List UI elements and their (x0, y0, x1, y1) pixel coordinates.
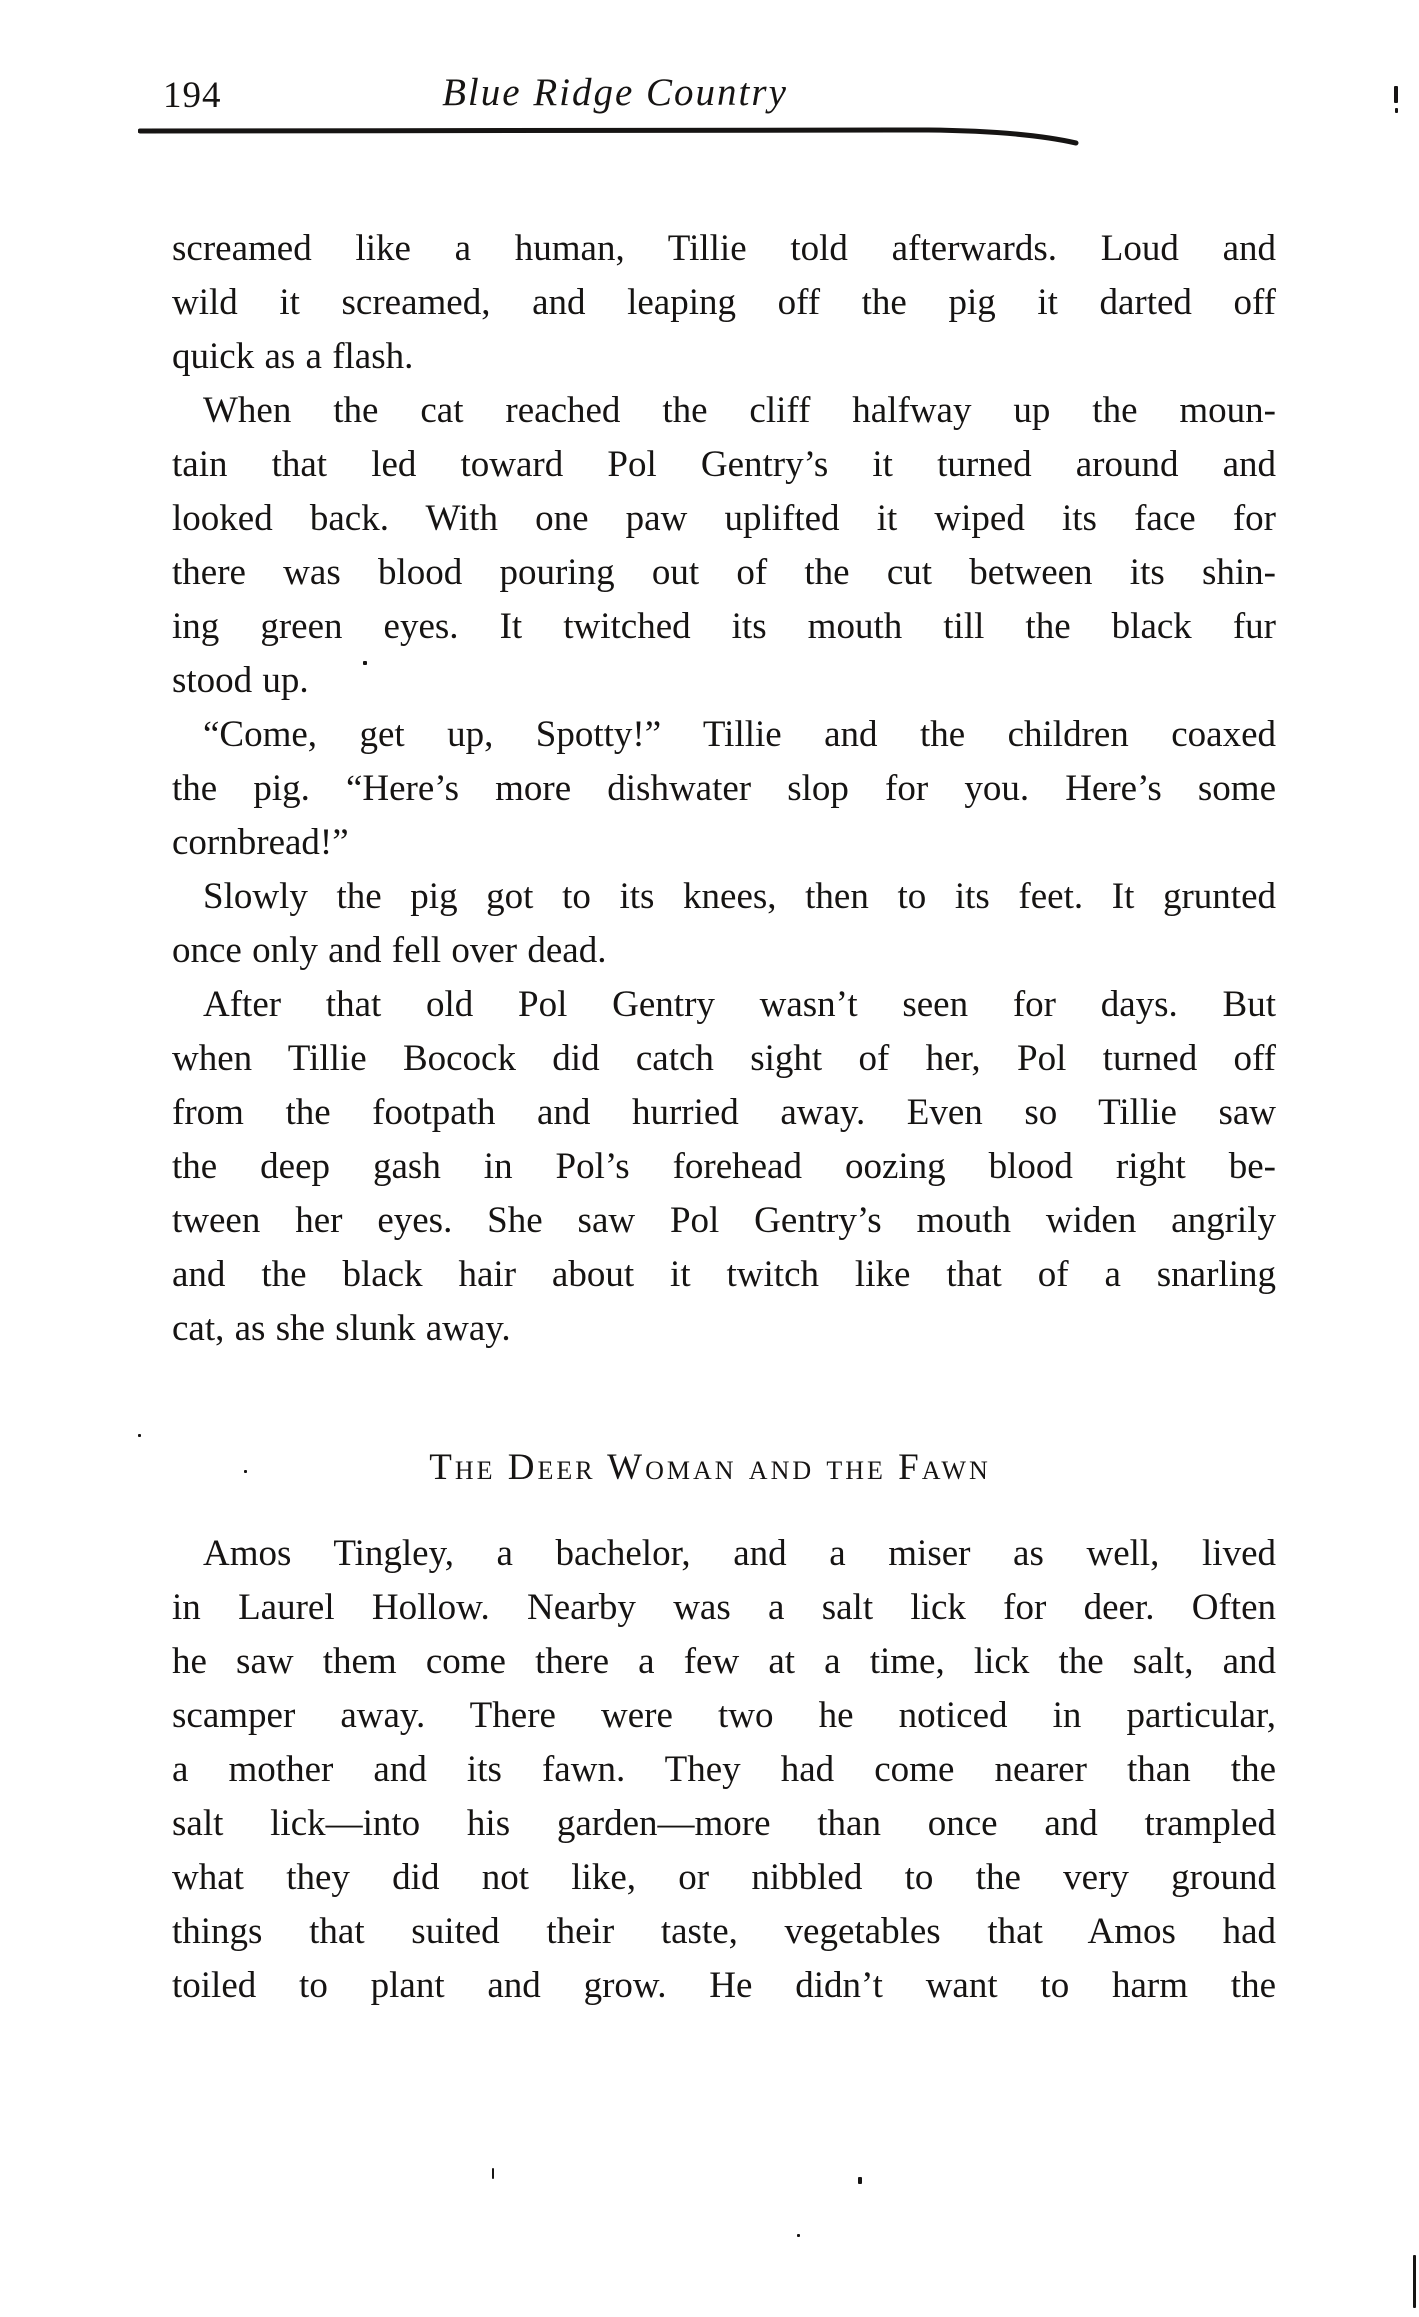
text-line: the deep gash in Pol’s forehead oozing blood right be- (172, 1146, 1276, 1187)
paragraph (172, 222, 1276, 384)
text-line: looked back. With one paw uplifted it wiped its face for (172, 498, 1276, 539)
paragraph (172, 708, 1276, 870)
text-line: stood up. (172, 660, 309, 701)
paragraph (172, 1527, 1276, 2013)
text-line: Slowly the pig got to its knees, then to its feet. It grunted (203, 876, 1276, 917)
paragraph (172, 870, 1276, 978)
scan-speck (1395, 108, 1398, 113)
text-line: things that suited their taste, vegetables that Amos had (172, 1911, 1276, 1952)
text-line: cornbread!” (172, 822, 349, 863)
text-line: and the black hair about it twitch like that of a snarling (172, 1254, 1276, 1295)
text-line: from the footpath and hurried away. Even so Tillie saw (172, 1092, 1276, 1133)
paragraph (172, 978, 1276, 1356)
text-line: what they did not like, or nibbled to the very ground (172, 1857, 1276, 1898)
text-line: a mother and its fawn. They had come nearer than the (172, 1749, 1276, 1790)
scan-edge-line (1413, 2255, 1416, 2308)
text-line: he saw them come there a few at a time, lick the salt, and (172, 1641, 1276, 1682)
text-line: wild it screamed, and leaping off the pig it darted off (172, 282, 1276, 323)
scan-speck (138, 1434, 141, 1437)
page-body-top (172, 222, 1276, 1356)
text-line: tween her eyes. She saw Pol Gentry’s mouth widen angrily (172, 1200, 1276, 1241)
page-number: 194 (163, 75, 222, 116)
text-line: when Tillie Bocock did catch sight of her, Pol turned off (172, 1038, 1276, 1079)
running-title: Blue Ridge Country (442, 71, 788, 114)
text-line: When the cat reached the cliff halfway up the moun- (203, 390, 1276, 431)
text-line: tain that led toward Pol Gentry’s it turned around and (172, 444, 1276, 485)
section-heading: The Deer Woman and the Fawn (429, 1447, 991, 1488)
text-line: “Come, get up, Spotty!” Tillie and the children coaxed (203, 714, 1276, 755)
text-line: quick as a flash. (172, 336, 414, 377)
text-line: ing green eyes. It twitched its mouth till the black fur (172, 606, 1276, 647)
scan-speck (363, 661, 367, 665)
text-line: toiled to plant and grow. He didn’t want to harm the (172, 1965, 1276, 2006)
header-rule (138, 126, 1082, 150)
text-line: once only and fell over dead. (172, 930, 607, 971)
paragraph (172, 384, 1276, 708)
text-line: After that old Pol Gentry wasn’t seen for days. But (203, 984, 1276, 1025)
text-line: Amos Tingley, a bachelor, and a miser as well, lived (203, 1533, 1276, 1574)
scan-speck (492, 2168, 494, 2179)
text-line: in Laurel Hollow. Nearby was a salt lick for deer. Often (172, 1587, 1276, 1628)
text-line: screamed like a human, Tillie told afterwards. Loud and (172, 228, 1276, 269)
text-line: scamper away. There were two he noticed in particular, (172, 1695, 1276, 1736)
scan-speck (858, 2177, 862, 2184)
text-line: salt lick—into his garden—more than once and trampled (172, 1803, 1276, 1844)
text-line: cat, as she slunk away. (172, 1308, 511, 1349)
scan-speck (797, 2234, 800, 2237)
scan-speck (1394, 86, 1398, 103)
page-body-bottom (172, 1527, 1276, 2013)
scan-speck (244, 1470, 247, 1473)
text-line: there was blood pouring out of the cut between its shin- (172, 552, 1276, 593)
text-line: the pig. “Here’s more dishwater slop for you. Here’s some (172, 768, 1276, 809)
